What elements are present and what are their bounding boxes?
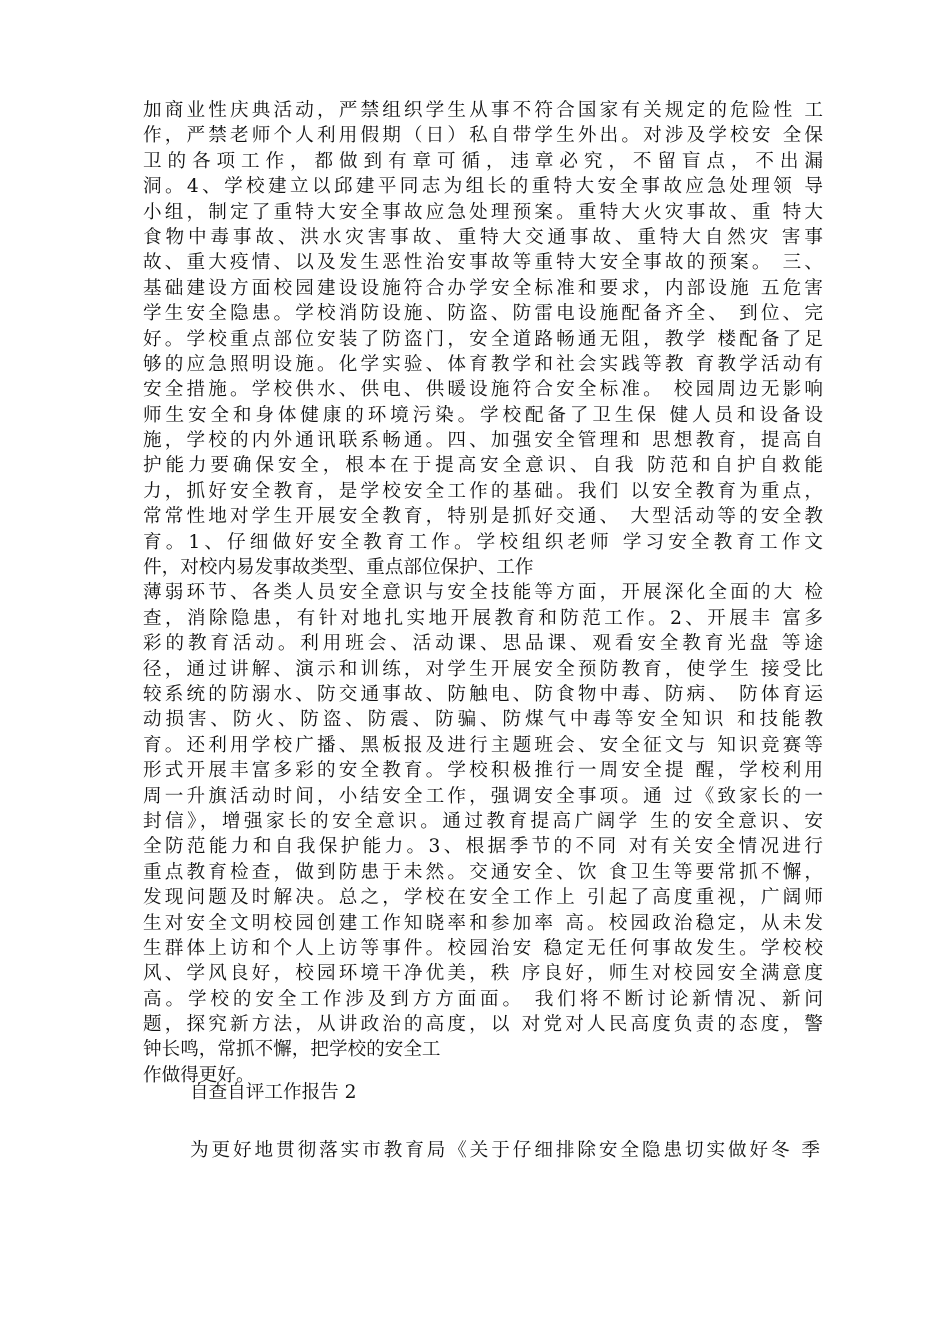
text-line: 好。学校重点部位安装了防盗门，安全道路畅通无阻，教学 楼配备了足 <box>143 328 823 350</box>
text-line: 风、学风良好，校园环境干净优美，秩 序良好，师生对校园安全满意度 <box>143 963 823 985</box>
text-line: 基础建设方面校园建设设施符合办学安全标准和要求，内部设施 五危害 <box>143 277 823 299</box>
text-line: 发现问题及时解决。总之，学校在安全工作上 引起了高度重视，广阔师 <box>143 887 823 909</box>
text-line: 高。学校的安全工作涉及到方方面面。 我们将不断讨论新情况、新问 <box>143 988 823 1010</box>
text-line: 护能力要确保安全，根本在于提高安全意识、自我 防范和自护自救能 <box>143 455 823 477</box>
text-line: 够的应急照明设施。化学实验、体育教学和社会实践等教 育教学活动有 <box>143 353 823 375</box>
text-line: 安全措施。学校供水、供电、供暖设施符合安全标准。 校园周边无影响 <box>143 379 823 401</box>
text-line: 较系统的防溺水、防交通事故、防触电、防食物中毒、防病、 防体育运 <box>143 683 823 705</box>
text-line: 加商业性庆典活动，严禁组织学生从事不符合国家有关规定的危险性 工 <box>143 100 823 121</box>
text-line: 作做得更好。 <box>143 1064 255 1086</box>
text-line: 卫的各项工作，都做到有章可循，违章必究，不留盲点，不出漏 <box>143 150 823 172</box>
text-line: 生对安全文明校园创建工作知晓率和参加率 高。校园政治稳定，从未发 <box>143 912 823 934</box>
text-line: 周一升旗活动时间，小结安全工作，强调安全事项。通 过《致家长的一 <box>143 785 823 807</box>
text-line: 查，消除隐患，有针对地扎实地开展教育和防范工作。2、开展丰 富多 <box>143 607 823 629</box>
text-line: 全防范能力和自我保护能力。3、根据季节的不同 对有关安全情况进行 <box>143 836 823 858</box>
text-line: 彩的教育活动。利用班会、活动课、思品课、观看安全教育光盘 等途 <box>143 633 823 655</box>
section-heading: 自查自评工作报告 2 <box>190 1082 357 1103</box>
text-line: 重点教育检查，做到防患于未然。交通安全、饮 食卫生等要常抓不懈， <box>143 861 823 883</box>
text-line: 薄弱环节、各类人员安全意识与安全技能等方面，开展深化全面的大 检 <box>143 582 823 604</box>
text-line: 封信》，增强家长的安全意识。通过教育提高广阔学 生的安全意识、安 <box>143 810 823 832</box>
text-line: 故、重大疫情、以及发生恶性治安事故等重特大安全事故的预案。 三、 <box>143 252 823 274</box>
text-line: 施，学校的内外通讯联系畅通。四、加强安全管理和 思想教育，提高自 <box>143 430 823 452</box>
text-line: 生群体上访和个人上访等事件。校园治安 稳定无任何事故发生。学校校 <box>143 937 823 959</box>
text-line: 题，探究新方法，从讲政治的高度，以 对党对人民高度负责的态度，警 <box>143 1014 823 1036</box>
text-line: 师生安全和身体健康的环境污染。学校配备了卫生保 健人员和设备设 <box>143 404 823 426</box>
text-line: 动损害、防火、防盗、防震、防骗、防煤气中毒等安全知识 和技能教 <box>143 709 823 731</box>
text-line: 洞。4、学校建立以邱建平同志为组长的重特大安全事故应急处理领 导 <box>143 176 823 198</box>
text-line: 力，抓好安全教育，是学校安全工作的基础。我们 以安全教育为重点， <box>143 480 823 502</box>
text-line: 学生安全隐患。学校消防设施、防盗、防雷电设施配备齐全、 到位、完 <box>143 303 823 325</box>
text-line: 形式开展丰富多彩的安全教育。学校积极推行一周安全提 醒，学校利用 <box>143 760 823 782</box>
text-line: 钟长鸣，常抓不懈，把学校的安全工 <box>143 1039 441 1061</box>
report-body <box>143 98 823 1088</box>
text-line: 件，对校内易发事故类型、重点部位保护、工作 <box>143 557 534 579</box>
text-line: 育。1、仔细做好安全教育工作。学校组织老师 学习安全教育工作文 <box>143 531 823 553</box>
next-paragraph: 为更好地贯彻落实市教育局《关于仔细排除安全隐患切实做好冬 季 <box>190 1140 820 1161</box>
text-line: 常常性地对学生开展安全教育，特别是抓好交通、 大型活动等的安全教 <box>143 506 823 528</box>
text-line: 小组，制定了重特大安全事故应急处理预案。重特大火灾事故、重 特大 <box>143 201 823 223</box>
text-line: 作，严禁老师个人利用假期（日）私自带学生外出。对涉及学校安 全保 <box>143 125 823 147</box>
text-line: 育。还利用学校广播、黑板报及进行主题班会、安全征文与 知识竞赛等 <box>143 734 823 756</box>
text-line: 食物中毒事故、洪水灾害事故、重特大交通事故、重特大自然灾 害事 <box>143 226 823 248</box>
text-line: 径，通过讲解、演示和训练，对学生开展安全预防教育，使学生 接受比 <box>143 658 823 680</box>
